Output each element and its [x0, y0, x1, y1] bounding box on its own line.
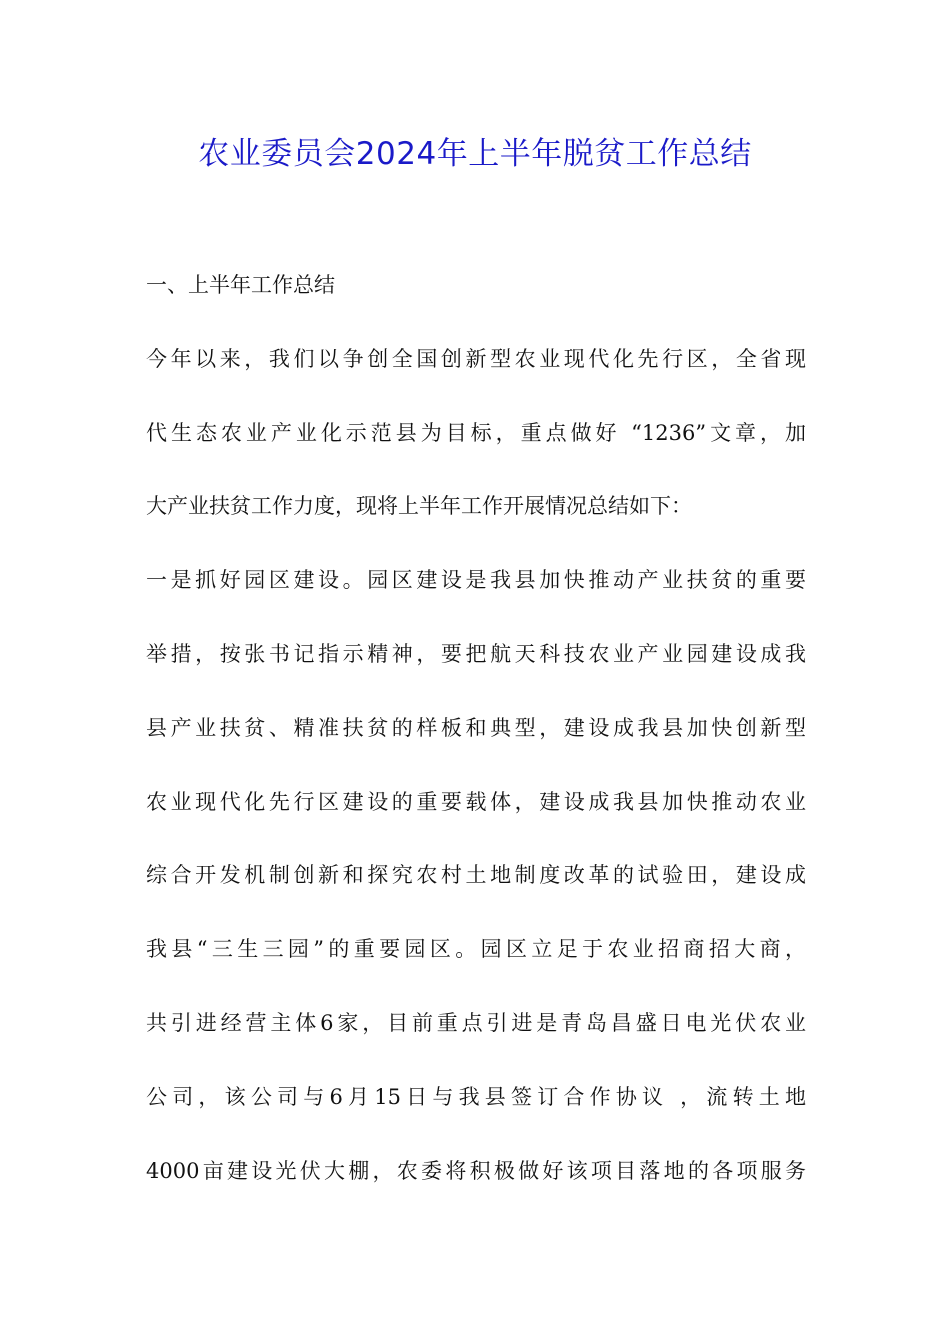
body-line: 一是抓好园区建设。园区建设是我县加快推动产业扶贫的重要 [146, 568, 806, 593]
body-line: 我县“三生三园”的重要园区。园区立足于农业招商招大商， [146, 937, 806, 962]
body-line: 共引进经营主体6家，目前重点引进是青岛昌盛日电光伏农业 [146, 1010, 806, 1035]
section-heading: 一、上半年工作总结 [146, 273, 335, 297]
document-title: 农业委员会2024年上半年脱贫工作总结 [198, 136, 752, 172]
body-line: 代生态农业产业化示范县为目标，重点做好 “1236”文章，加 [146, 420, 806, 445]
body-line: 公司，该公司与6月15日与我县签订合作协议 ，流转土地 [146, 1084, 806, 1109]
body-line: 今年以来，我们以争创全国创新型农业现代化先行区，全省现 [146, 346, 806, 371]
body-line: 举措，按张书记指示精神，要把航天科技农业产业园建设成我 [146, 641, 806, 666]
body-line: 4000亩建设光伏大棚，农委将积极做好该项目落地的各项服务 [146, 1158, 806, 1183]
body-line: 县产业扶贫、精准扶贫的样板和典型，建设成我县加快创新型 [146, 715, 806, 740]
body-line: 大产业扶贫工作力度，现将上半年工作开展情况总结如下： [146, 494, 692, 519]
document-body [146, 266, 806, 1225]
body-line: 综合开发机制创新和探究农村土地制度改革的试验田，建设成 [146, 863, 806, 888]
body-line: 农业现代化先行区建设的重要载体，建设成我县加快推动农业 [146, 789, 806, 814]
